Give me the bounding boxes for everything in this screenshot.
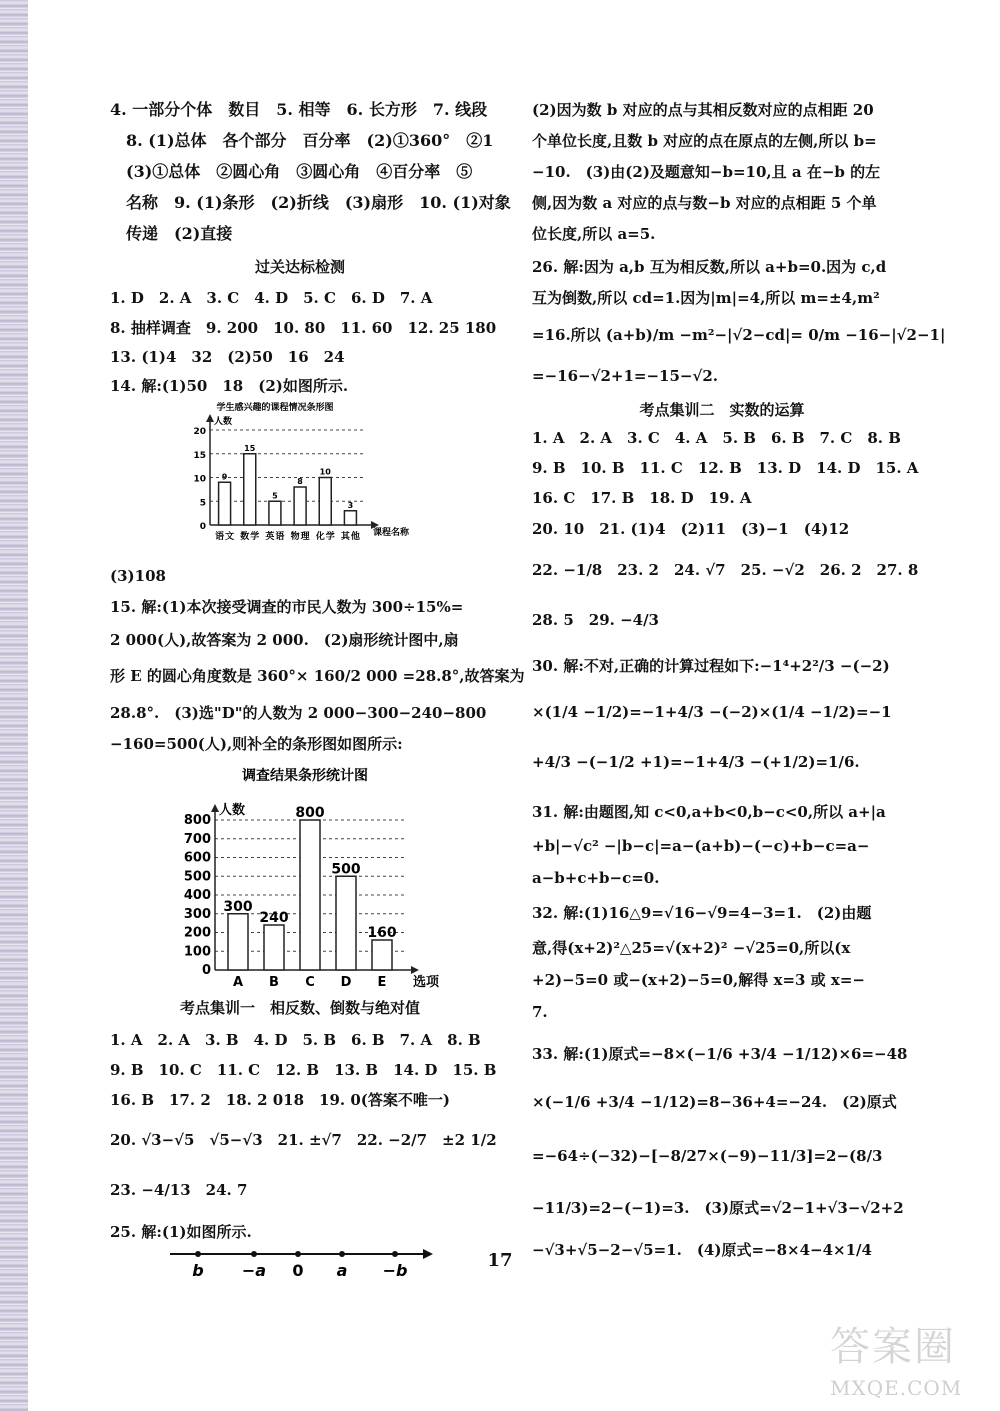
- text-line: 32. 解:(1)16△9=√16−√9=4−3=1. (2)由题: [532, 904, 872, 922]
- text-line: 互为倒数,所以 cd=1.因为|m|=4,所以 m=±4,m²: [532, 289, 880, 307]
- x-tick-label: 其: [340, 532, 350, 542]
- answer-line: 14. 解:(1)50 18 (2)如图所示.: [110, 377, 349, 395]
- text-line: (3)①总体 ②圆心角 ③圆心角 ④百分率 ⑤: [110, 162, 473, 181]
- answer-line: 1. A 2. A 3. B 4. D 5. B 6. B 7. A 8. B: [110, 1031, 481, 1049]
- x-tick-label: A: [232, 975, 244, 990]
- text-line: =−64÷(−32)−[−8/27×(−9)−11/3]=2−(8/3: [532, 1147, 883, 1165]
- text-line: −11/3)=2−(−1)=3. (3)原式=√2−1+√3−√2+2: [532, 1199, 904, 1217]
- text-line: 31. 解:由题图,知 c<0,a+b<0,b−c<0,所以 a+|a: [532, 803, 886, 821]
- y-tick-label: 100: [183, 944, 211, 960]
- text-line: −√3+√5−2−√5=1. (4)原式=−8×4−4×1/4: [532, 1241, 872, 1259]
- bar-B: [264, 925, 284, 970]
- y-axis-label: 人数: [219, 803, 246, 818]
- x-tick-label: 文: [225, 532, 235, 542]
- bar-其他: [344, 511, 356, 525]
- text-line: 4. 一部分个体 数目 5. 相等 6. 长方形 7. 线段: [110, 100, 488, 119]
- y-tick-label: 500: [183, 869, 211, 885]
- x-tick-label: 学: [325, 532, 335, 542]
- text-line: 33. 解:(1)原式=−8×(−1/6 +3/4 −1/12)×6=−48: [532, 1045, 908, 1063]
- section-heading: 考点集训一 相反数、倒数与绝对值: [179, 999, 420, 1017]
- data-label: 10: [319, 467, 331, 477]
- x-tick-label: 英: [265, 532, 275, 542]
- text-line: 28.8°. (3)选"D"的人数为 2 000−300−240−800: [110, 704, 487, 722]
- answer-line: 28. 5 29. −4/3: [532, 611, 659, 629]
- x-tick-label: 语: [215, 532, 225, 542]
- bar-数学: [244, 454, 256, 525]
- chart-title: 调查结果条形统计图: [242, 768, 368, 784]
- text-line: +b|−√c² −|b−c|=a−(a+b)−(−c)+b−c=a−: [532, 837, 870, 855]
- answer-line: 9. B 10. C 11. C 12. B 13. B 14. D 15. B: [110, 1061, 497, 1079]
- numberline-label-b: b: [192, 1261, 204, 1280]
- data-label: 15: [244, 443, 256, 453]
- watermark-text: 答案圈: [830, 1324, 956, 1370]
- data-label: 8: [297, 477, 303, 486]
- x-axis-label: 课程名称: [373, 528, 410, 538]
- bar-C: [300, 820, 320, 970]
- data-label: 800: [295, 805, 325, 821]
- bar-D: [336, 876, 356, 970]
- answer-line: 9. B 10. B 11. C 12. B 13. D 14. D 15. A: [532, 459, 919, 477]
- y-axis-arrow: [206, 414, 214, 422]
- x-axis-label: 选项: [413, 975, 440, 990]
- course-interest-bar-chart: [190, 400, 420, 560]
- answer-line: (3)108: [110, 567, 166, 585]
- right-column: [500, 0, 1000, 1411]
- section-heading: 过关达标检测: [254, 258, 345, 276]
- bar-E: [372, 940, 392, 970]
- text-line: 15. 解:(1)本次接受调查的市民人数为 300÷15%=: [110, 598, 464, 616]
- x-tick-label: D: [340, 975, 352, 990]
- text-line: 名称 9. (1)条形 (2)折线 (3)扇形 10. (1)对象: [110, 193, 511, 212]
- text-line: 30. 解:不对,正确的计算过程如下:−1⁴+2²/3 −(−2): [532, 657, 890, 675]
- bar-化学: [319, 478, 331, 526]
- x-tick-label: E: [377, 975, 387, 990]
- survey-result-bar-chart: [165, 760, 455, 992]
- answer-line: 13. (1)4 32 (2)50 16 24: [110, 348, 345, 366]
- text-line: (2)因为数 b 对应的点与其相反数对应的点相距 20: [532, 101, 874, 119]
- bar-语文: [219, 482, 231, 525]
- text-line: −10. (3)由(2)及题意知−b=10,且 a 在−b 的左: [532, 163, 881, 181]
- answer-line: 20. √3−√5 √5−√3 21. ±√7 22. −2/7 ±2 1/2: [110, 1131, 497, 1149]
- numberline-label-a: a: [336, 1261, 348, 1280]
- answer-line: 23. −4/13 24. 7: [110, 1181, 248, 1199]
- y-axis-arrow: [211, 804, 219, 812]
- text-line: =−16−√2+1=−15−√2.: [532, 367, 718, 385]
- x-tick-label: 理: [300, 532, 310, 542]
- y-tick-label: 5: [199, 498, 206, 509]
- text-line: 个单位长度,且数 b 对应的点在原点的左侧,所以 b=: [532, 132, 877, 150]
- y-tick-label: 400: [183, 888, 211, 903]
- data-label: 160: [367, 925, 397, 941]
- answer-line: 8. 抽样调查 9. 200 10. 80 11. 60 12. 25 180: [110, 319, 497, 337]
- x-tick-label: 学: [250, 532, 260, 542]
- x-tick-label: 语: [275, 532, 285, 542]
- x-tick-label: 他: [350, 532, 360, 542]
- text-line: −160=500(人),则补全的条形图如图所示:: [110, 735, 403, 753]
- text-line: ×(−1/6 +3/4 −1/12)=8−36+4=−24. (2)原式: [532, 1093, 897, 1111]
- data-label: 240: [259, 910, 289, 926]
- answer-line: 22. −1/8 23. 2 24. √7 25. −√2 26. 2 27. 8: [532, 561, 919, 579]
- numberline-label-neg-a: −a: [241, 1261, 267, 1280]
- data-label: 3: [347, 500, 354, 510]
- data-label: 500: [331, 861, 361, 878]
- answer-line: 1. D 2. A 3. C 4. D 5. C 6. D 7. A: [110, 289, 433, 307]
- watermark-url: MXQE.COM: [830, 1376, 963, 1400]
- y-tick-label: 200: [183, 925, 211, 941]
- number-line: [165, 1242, 435, 1282]
- numberline-label-zero: 0: [292, 1261, 304, 1280]
- x-tick-label: 数: [240, 532, 250, 542]
- y-tick-label: 600: [183, 850, 211, 866]
- text-line: ×(1/4 −1/2)=−1+4/3 −(−2)×(1/4 −1/2)=−1: [532, 703, 892, 721]
- x-tick-label: C: [305, 975, 315, 990]
- text-line: 7.: [532, 1003, 548, 1021]
- y-tick-label: 0: [199, 522, 206, 532]
- x-tick-label: B: [269, 975, 279, 990]
- answer-line: 16. C 17. B 18. D 19. A: [532, 489, 752, 507]
- section-heading: 考点集训二 实数的运算: [639, 401, 805, 419]
- x-axis-arrow: [411, 966, 419, 974]
- page-number: 17: [487, 1250, 513, 1271]
- y-tick-label: 700: [183, 831, 211, 847]
- y-tick-label: 800: [183, 813, 211, 828]
- text-line: 位长度,所以 a=5.: [532, 225, 656, 243]
- answer-line: 20. 10 21. (1)4 (2)11 (3)−1 (4)12: [532, 520, 850, 538]
- numberline-label-neg-b: −b: [382, 1261, 408, 1280]
- bar-英语: [269, 501, 281, 525]
- bar-物理: [294, 487, 306, 525]
- x-tick-label: 物: [290, 532, 300, 542]
- text-line: =16.所以 (a+b)/m −m²−|√2−cd|= 0/m −16−|√2−1|: [532, 326, 946, 344]
- y-tick-label: 10: [193, 474, 206, 485]
- text-line: 形 E 的圆心角度数是 360°× 160/2 000 =28.8°,故答案为: [110, 667, 525, 685]
- text-line: a−b+c+b−c=0.: [532, 869, 660, 887]
- data-label: 300: [223, 898, 253, 915]
- chart-title: 学生感兴趣的课程情况条形图: [216, 403, 334, 413]
- answer-line: 16. B 17. 2 18. 2 018 19. 0(答案不唯一): [110, 1091, 450, 1109]
- text-line: +2)−5=0 或−(x+2)−5=0,解得 x=3 或 x=−: [532, 971, 865, 989]
- y-tick-label: 0: [201, 963, 211, 978]
- bar-A: [228, 914, 248, 970]
- answer-line: 25. 解:(1)如图所示.: [110, 1223, 252, 1241]
- text-line: 意,得(x+2)²△25=√(x+2)² −√25=0,所以(x: [532, 939, 851, 957]
- text-line: 侧,因为数 a 对应的点与数−b 对应的点相距 5 个单: [532, 194, 877, 212]
- x-tick-label: 化: [315, 532, 325, 542]
- y-tick-label: 20: [193, 427, 206, 437]
- text-line: 传递 (2)直接: [110, 224, 233, 243]
- data-label: 9: [221, 472, 228, 482]
- data-label: 5: [272, 491, 278, 501]
- answer-line: 1. A 2. A 3. C 4. A 5. B 6. B 7. C 8. B: [532, 429, 901, 447]
- y-tick-label: 15: [193, 450, 206, 461]
- text-line: 2 000(人),故答案为 2 000. (2)扇形统计图中,扇: [110, 631, 459, 649]
- y-axis-label: 人数: [214, 417, 233, 427]
- text-line: 8. (1)总体 各个部分 百分率 (2)①360° ②1: [110, 131, 494, 150]
- text-line: 26. 解:因为 a,b 互为相反数,所以 a+b=0.因为 c,d: [532, 258, 887, 276]
- text-line: +4/3 −(−1/2 +1)=−1+4/3 −(+1/2)=1/6.: [532, 753, 860, 771]
- y-tick-label: 300: [183, 906, 211, 922]
- watermark-logo: [830, 1315, 990, 1407]
